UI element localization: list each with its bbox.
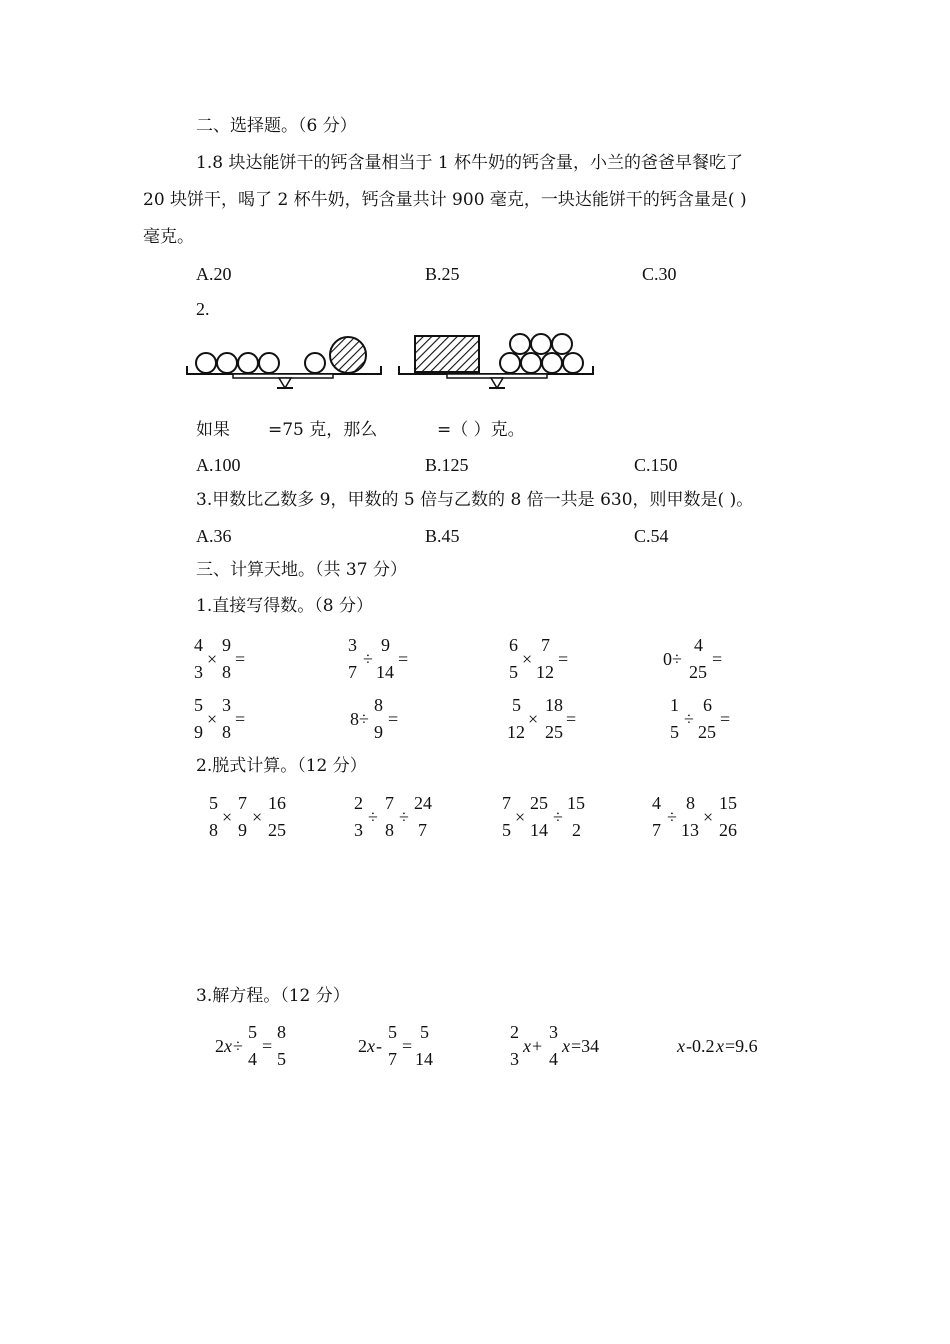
q1-line1: 1.8 块达能饼干的钙含量相当于 1 杯牛奶的钙含量，小兰的爸爸早餐吃了 — [196, 153, 744, 173]
math-token: 2 — [572, 820, 581, 840]
math-token: ÷ — [368, 807, 378, 827]
math-token: 6 — [509, 635, 518, 655]
math-token: 7 — [238, 793, 247, 813]
math-token: × — [222, 807, 233, 827]
math-token: 4 — [652, 793, 661, 813]
math-token: 16 — [268, 793, 286, 813]
math-token: 14 — [376, 662, 394, 682]
math-token: ÷ — [399, 807, 409, 827]
q2-option-b[interactable]: B.125 — [425, 455, 469, 475]
math-token: 5 — [502, 820, 511, 840]
q1-option-c[interactable]: C.30 — [642, 264, 677, 284]
section3-title: 三、计算天地。（共 37 分） — [196, 560, 407, 580]
math-token: 4 — [194, 635, 203, 655]
math-token: 7 — [502, 793, 511, 813]
math-token: 14 — [415, 1049, 433, 1069]
math-token: × — [522, 649, 533, 669]
math-token: 25 — [530, 793, 548, 813]
math-token: × — [528, 709, 539, 729]
math-token: × — [207, 649, 218, 669]
math-token: 15 — [719, 793, 737, 813]
part3-title: 3.解方程。（12 分） — [196, 986, 350, 1006]
math-token: 4 — [248, 1049, 257, 1069]
math-token: 7 — [348, 662, 357, 682]
math-token: 9 — [374, 722, 383, 742]
math-token: 7 — [652, 820, 661, 840]
section2-title: 二、选择题。（6 分） — [196, 116, 357, 136]
math-token: 8 — [209, 820, 218, 840]
math-token: x — [677, 1036, 685, 1056]
math-token: 4 — [549, 1049, 558, 1069]
math-token: 5 — [277, 1049, 286, 1069]
q3-option-a[interactable]: A.36 — [196, 526, 232, 546]
math-token: 12 — [507, 722, 525, 742]
math-token: 25 — [698, 722, 716, 742]
math-token: 7 — [385, 793, 394, 813]
math-token: = — [566, 709, 577, 729]
math-token: x — [224, 1036, 232, 1056]
math-token: 3 — [354, 820, 363, 840]
math-token: × — [252, 807, 263, 827]
math-token: = — [558, 649, 569, 669]
q1-line3: 毫克。 — [143, 227, 194, 247]
math-token: 25 — [268, 820, 286, 840]
math-token: ÷ — [553, 807, 563, 827]
math-token: = — [402, 1036, 413, 1056]
math-token: 5 — [194, 695, 203, 715]
math-token: 2 — [510, 1022, 519, 1042]
math-token: 2 — [354, 793, 363, 813]
math-token: 6 — [703, 695, 712, 715]
q2-option-a[interactable]: A.100 — [196, 455, 241, 475]
math-token: 12 — [536, 662, 554, 682]
scale-right — [399, 334, 593, 388]
q1-option-a[interactable]: A.20 — [196, 264, 232, 284]
math-token: 2 — [215, 1036, 224, 1056]
math-token: × — [703, 807, 714, 827]
math-token: 9 — [222, 635, 231, 655]
math-token: 3 — [348, 635, 357, 655]
math-token: 8 — [385, 820, 394, 840]
math-token: 2 — [358, 1036, 367, 1056]
math-token: ÷ — [684, 709, 694, 729]
math-token: 8 — [374, 695, 383, 715]
q3-text: 3.甲数比乙数多 9，甲数的 5 倍与乙数的 8 倍一共是 630，则甲数是( )。 — [196, 490, 754, 510]
math-token: - — [376, 1036, 382, 1056]
q2-eq-blank-text: =（ ）克。 — [437, 420, 525, 440]
math-token: ÷ — [233, 1036, 243, 1056]
math-token: 8 — [277, 1022, 286, 1042]
q2-if-text: 如果 — [196, 420, 230, 440]
math-token: x — [562, 1036, 570, 1056]
math-token: 3 — [510, 1049, 519, 1069]
math-token: = — [262, 1036, 273, 1056]
math-token: -0.2 — [686, 1036, 715, 1056]
math-token: 5 — [512, 695, 521, 715]
math-token: ÷ — [667, 807, 677, 827]
math-token: 15 — [567, 793, 585, 813]
math-token: 9 — [238, 820, 247, 840]
math-token: 25 — [689, 662, 707, 682]
scale-left — [187, 337, 381, 388]
math-token: 18 — [545, 695, 563, 715]
math-token: 0÷ — [663, 649, 682, 669]
math-token: × — [515, 807, 526, 827]
math-token: x — [716, 1036, 724, 1056]
math-token: 5 — [670, 722, 679, 742]
math-token: 24 — [414, 793, 432, 813]
math-token: = — [388, 709, 399, 729]
math-token: ÷ — [363, 649, 373, 669]
q1-line2: 20 块饼干，喝了 2 杯牛奶，钙含量共计 900 毫克，一块达能饼干的钙含量是( ) — [143, 190, 747, 210]
q3-option-b[interactable]: B.45 — [425, 526, 460, 546]
math-token: 5 — [388, 1022, 397, 1042]
math-token: =34 — [571, 1036, 600, 1056]
math-token: 5 — [420, 1022, 429, 1042]
math-token: x — [523, 1036, 531, 1056]
math-token: 26 — [719, 820, 737, 840]
math-token: = — [235, 709, 246, 729]
math-token: = — [235, 649, 246, 669]
math-token: 8 — [222, 722, 231, 742]
math-token: 5 — [209, 793, 218, 813]
math-token: 3 — [549, 1022, 558, 1042]
math-token: 7 — [418, 820, 427, 840]
math-token: × — [207, 709, 218, 729]
math-token: 1 — [670, 695, 679, 715]
math-token: 7 — [388, 1049, 397, 1069]
math-token: 9 — [194, 722, 203, 742]
part2-title: 2.脱式计算。（12 分） — [196, 756, 367, 776]
math-token: 3 — [194, 662, 203, 682]
math-token: = — [398, 649, 409, 669]
math-token: 5 — [509, 662, 518, 682]
math-token: 4 — [694, 635, 703, 655]
math-token: 5 — [248, 1022, 257, 1042]
math-token: = — [712, 649, 723, 669]
q2-label: 2. — [196, 299, 210, 319]
math-token: 13 — [681, 820, 699, 840]
q1-option-b[interactable]: B.25 — [425, 264, 460, 284]
math-token: + — [532, 1036, 543, 1056]
part1-title: 1.直接写得数。（8 分） — [196, 596, 373, 616]
q2-option-c[interactable]: C.150 — [634, 455, 678, 475]
math-token: 25 — [545, 722, 563, 742]
math-token: 8 — [686, 793, 695, 813]
math-token: 3 — [222, 695, 231, 715]
math-token: 8 — [222, 662, 231, 682]
q2-eq75-text: =75 克，那么 — [268, 420, 378, 440]
math-token: 7 — [541, 635, 550, 655]
math-token: = — [720, 709, 731, 729]
math-token: =9.6 — [725, 1036, 758, 1056]
math-token: 14 — [530, 820, 548, 840]
balance-scales-illustration — [185, 328, 605, 392]
math-token: 8÷ — [350, 709, 369, 729]
math-token: x — [367, 1036, 375, 1056]
math-token: 9 — [381, 635, 390, 655]
q3-option-c[interactable]: C.54 — [634, 526, 669, 546]
